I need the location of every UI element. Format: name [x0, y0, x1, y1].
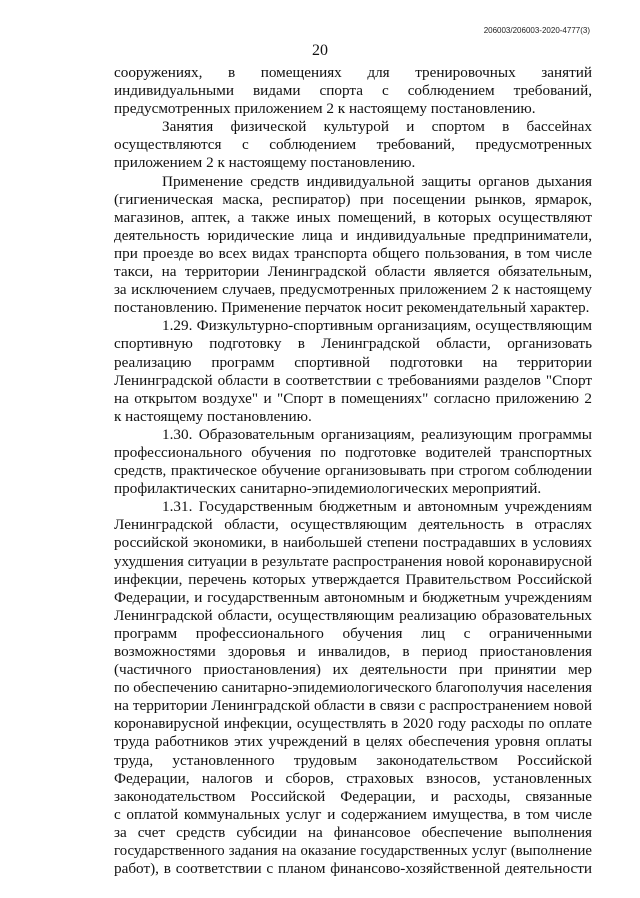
text-line: по обеспечению санитарно-эпидемиологического благополучия населения [114, 680, 592, 697]
text-line: сооружениях, в помещениях для тренировочных занятий [114, 64, 592, 81]
text-line: магазинов, аптек, а также иных помещений, в которых осуществляют [114, 208, 592, 226]
text-line: профилактических санитарно-эпидемиологических мероприятий. [114, 480, 542, 498]
text-line: приложением 2 к настоящему постановлению. [114, 154, 416, 172]
text-line: к настоящему постановлению. [114, 407, 312, 425]
text-line: постановлению. Применение перчаток носит рекомендательный характер. [114, 300, 590, 317]
text-line: (гигиеническая маска, респиратор) при посещении рынков, ярмарок, [114, 190, 592, 208]
text-line: инфекции, перечень которых утверждается Правительством Российской [114, 570, 592, 588]
text-line: на территории Ленинградской области в связи с распространением новой [114, 697, 592, 715]
text-line: на открытом воздухе" и "Спорт в помещениях" согласно приложению 2 [114, 389, 592, 407]
text-line: труда работников этих учреждений в целях обеспечения уровня оплаты [114, 733, 592, 751]
document-body [114, 64, 592, 878]
text-line: работ), в соответствии с планом финансово-хозяйственной деятельности [114, 860, 592, 878]
text-line: законодательством Российской Федерации, и расходы, связанные [114, 787, 592, 805]
text-line: программ профессионального обучения лиц с ограниченными [114, 624, 592, 642]
text-line: индивидуальными видами спорта с соблюдением требований, [114, 82, 592, 100]
text-line: государственного задания на оказание государственных услуг (выполнение [114, 843, 592, 860]
text-line: 1.29. Физкультурно-спортивным организациям, осуществляющим [162, 317, 592, 335]
text-line: Федерации, налогов и сборов, страховых взносов, установленных [114, 769, 592, 787]
text-line: при проезде во всех видах транспорта общего пользования, в том числе [114, 244, 592, 262]
text-line: такси, на территории Ленинградской области является обязательным, [114, 263, 592, 281]
text-line: предусмотренных приложением 2 к настоящему постановлению. [114, 100, 536, 118]
text-line: за счет средств субсидии на финансовое обеспечение выполнения [114, 823, 592, 841]
text-line: Федерации, и государственным автономным и бюджетным учреждениям [114, 588, 592, 606]
text-line: труда, установленного трудовым законодательством Российской [114, 751, 592, 769]
text-line: коронавирусной инфекции, осуществлять в 2020 году расходы по оплате [114, 715, 592, 733]
text-line: спортивную подготовку в Ленинградской области, организовать [114, 335, 592, 353]
text-line: Ленинградской области в соответствии с требованиями разделов "Спорт [114, 371, 592, 389]
text-line: Ленинградской области, осуществляющим реализацию образовательных [114, 606, 592, 624]
text-line: 1.31. Государственным бюджетным и автономным учреждениям [162, 498, 592, 516]
text-line: средств, практическое обучение организовывать при строгом соблюдении [114, 463, 592, 480]
text-line: Занятия физической культурой и спортом в бассейнах [162, 118, 592, 136]
text-line: Ленинградской области, осуществляющим деятельность в отраслях [114, 516, 592, 534]
text-line: за исключением случаев, предусмотренных приложением 2 к настоящему [114, 282, 592, 299]
text-line: российской экономики, в наибольшей степени пострадавших в условиях [114, 534, 592, 552]
text-line: с оплатой коммунальных услуг и содержанием имущества, в том числе [114, 805, 592, 823]
document-id: 206003/206003-2020-4777(3) [483, 26, 590, 35]
text-line: профессионального обучения по подготовке водителей транспортных [114, 443, 592, 461]
text-line: осуществляются с соблюдением требований, предусмотренных [114, 136, 592, 154]
text-line: (частичного приостановления) их деятельности при принятии мер [114, 661, 592, 679]
page-number: 20 [312, 42, 328, 59]
text-line: ухудшения ситуации в результате распространения новой коронавирусной [114, 553, 592, 570]
text-line: реализацию программ спортивной подготовки на территории [114, 353, 592, 371]
text-line: Применение средств индивидуальной защиты органов дыхания [162, 172, 592, 190]
text-line: деятельность юридические лица и индивидуальные предприниматели, [114, 226, 592, 244]
text-line: 1.30. Образовательным организациям, реализующим программы [162, 425, 592, 443]
text-line: возможностями здоровья и инвалидов, в период приостановления [114, 643, 592, 660]
